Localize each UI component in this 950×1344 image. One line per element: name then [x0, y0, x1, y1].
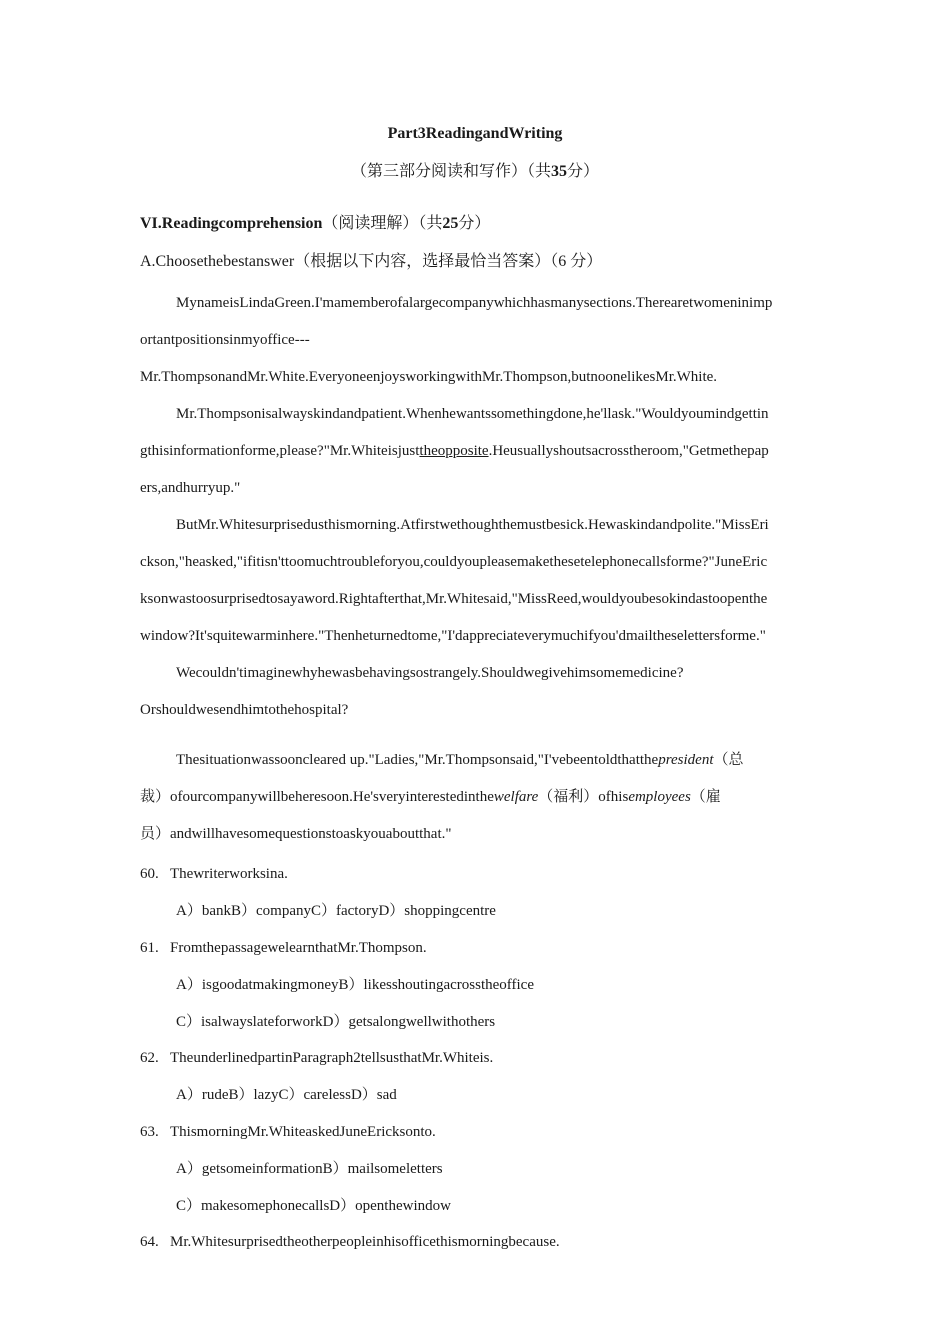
passage-text: （福利）ofhis	[538, 789, 629, 805]
question-number: 61.	[140, 940, 159, 956]
passage-text: 裁）ofourcompanywillbeheresoon.He'sveryinterestedinthe	[140, 789, 494, 805]
question-options: C）isalwayslateforworkD）getsalongwellwithothers	[176, 1014, 496, 1030]
passage-text: gthisinformationforme,please?"Mr.Whiteisjust	[140, 443, 420, 459]
passage-line: ksonwastoosurprisedtosayaword.Rightafterthat,Mr.Whitesaid,"MissReed,wouldyoubesokindastoopenthe	[140, 591, 768, 607]
passage-text: （雇	[690, 789, 721, 805]
question-stem: ThismorningMr.WhiteaskedJuneEricksonto.	[170, 1124, 436, 1140]
passage-line: Mr.Thompsonisalwayskindandpatient.Whenhewantssomethingdone,he'llask."Wouldyoumindgettin	[176, 406, 769, 422]
passage-text: Thesituationwassooncleared up."Ladies,"Mr.Thompsonsaid,"I'vebeentoldthatthe	[176, 752, 659, 768]
passage-line: ers,andhurryup."	[140, 480, 241, 496]
question-options: A）rudeB）lazyC）carelessD）sad	[176, 1087, 397, 1103]
passage-line: ortantpositionsinmyoffice---	[140, 332, 310, 348]
question-63	[140, 1122, 436, 1142]
sub-heading: A.Choosethebestanswer（根据以下内容，选择最恰当答案）（6 分）	[140, 253, 603, 270]
subtitle-text: （第三部分阅读和写作）（共	[350, 163, 551, 180]
passage-line	[140, 787, 721, 807]
passage-line: Wecouldn'timaginewhyhewasbehavingsostrangely.Shouldwegivehimsomemedicine?	[176, 665, 684, 681]
passage-line: Orshouldwesendhimtothehospital?	[140, 702, 349, 718]
italic-term: employees	[628, 789, 691, 805]
question-62	[140, 1048, 494, 1068]
question-61	[140, 938, 427, 958]
passage-line	[140, 441, 769, 461]
passage-line: window?It'squitewarminhere."Thenheturnedtome,"I'dappreciateverymuchifyou'dmailtheselettersforme."	[140, 628, 766, 644]
section-heading-unit: 分）	[458, 215, 491, 232]
question-number: 60.	[140, 866, 159, 882]
question-options: C）makesomephonecallsD）openthewindow	[176, 1198, 451, 1214]
subtitle-unit: 分）	[567, 163, 600, 180]
question-stem: Thewriterworksina.	[170, 866, 288, 882]
italic-term: president	[658, 752, 714, 768]
page-title: Part3ReadingandWriting	[387, 125, 563, 142]
passage-line	[176, 750, 744, 770]
section-heading-note: （阅读理解）（共	[322, 215, 443, 232]
page-subtitle	[0, 162, 950, 182]
question-stem: Mr.Whitesurprisedtheotherpeopleinhisofficethismorningbecause.	[170, 1234, 560, 1250]
section-heading-title: VI.Readingcomprehension	[140, 215, 323, 232]
passage-line: Mr.ThompsonandMr.White.EveryoneenjoysworkingwithMr.Thompson,butnoonelikesMr.White.	[140, 369, 718, 385]
passage-line: ButMr.Whitesurprisedusthismorning.Atfirstwethoughthemustbesick.Hewaskindandpolite."MissEri	[176, 517, 769, 533]
question-64	[140, 1232, 560, 1252]
underlined-part: theopposite	[419, 443, 489, 459]
subtitle-score: 35	[551, 163, 567, 180]
passage-text: .Heusuallyshoutsacrosstheroom,"Getmethepap	[488, 443, 769, 459]
section-heading-score: 25	[442, 215, 459, 232]
passage-text: （总	[713, 752, 744, 768]
question-options: A）getsomeinformationB）mailsomeletters	[176, 1161, 443, 1177]
italic-term: welfare	[493, 789, 539, 805]
passage-line: 员）andwillhavesomequestionstoaskyouaboutthat."	[140, 826, 452, 842]
question-number: 62.	[140, 1050, 159, 1066]
question-number: 64.	[140, 1234, 159, 1250]
passage-line: MynameisLindaGreen.I'mamemberofalargecompanywhichhasmanysections.Therearetwomeninimp	[176, 295, 773, 311]
question-options: A）isgoodatmakingmoneyB）likesshoutingacrosstheoffice	[176, 977, 535, 993]
question-stem: TheunderlinedpartinParagraph2tellsusthatMr.Whiteis.	[170, 1050, 494, 1066]
passage-line: ckson,"heasked,"ifitisn'ttoomuchtroubleforyou,couldyoupleasemakethesetelephonecallsforme?"JuneEric	[140, 554, 768, 570]
question-options: A）bankB）companyC）factoryD）shoppingcentre	[176, 903, 496, 919]
section-heading	[140, 214, 490, 234]
question-60	[140, 864, 288, 884]
question-stem: FromthepassagewelearnthatMr.Thompson.	[170, 940, 427, 956]
question-number: 63.	[140, 1124, 159, 1140]
